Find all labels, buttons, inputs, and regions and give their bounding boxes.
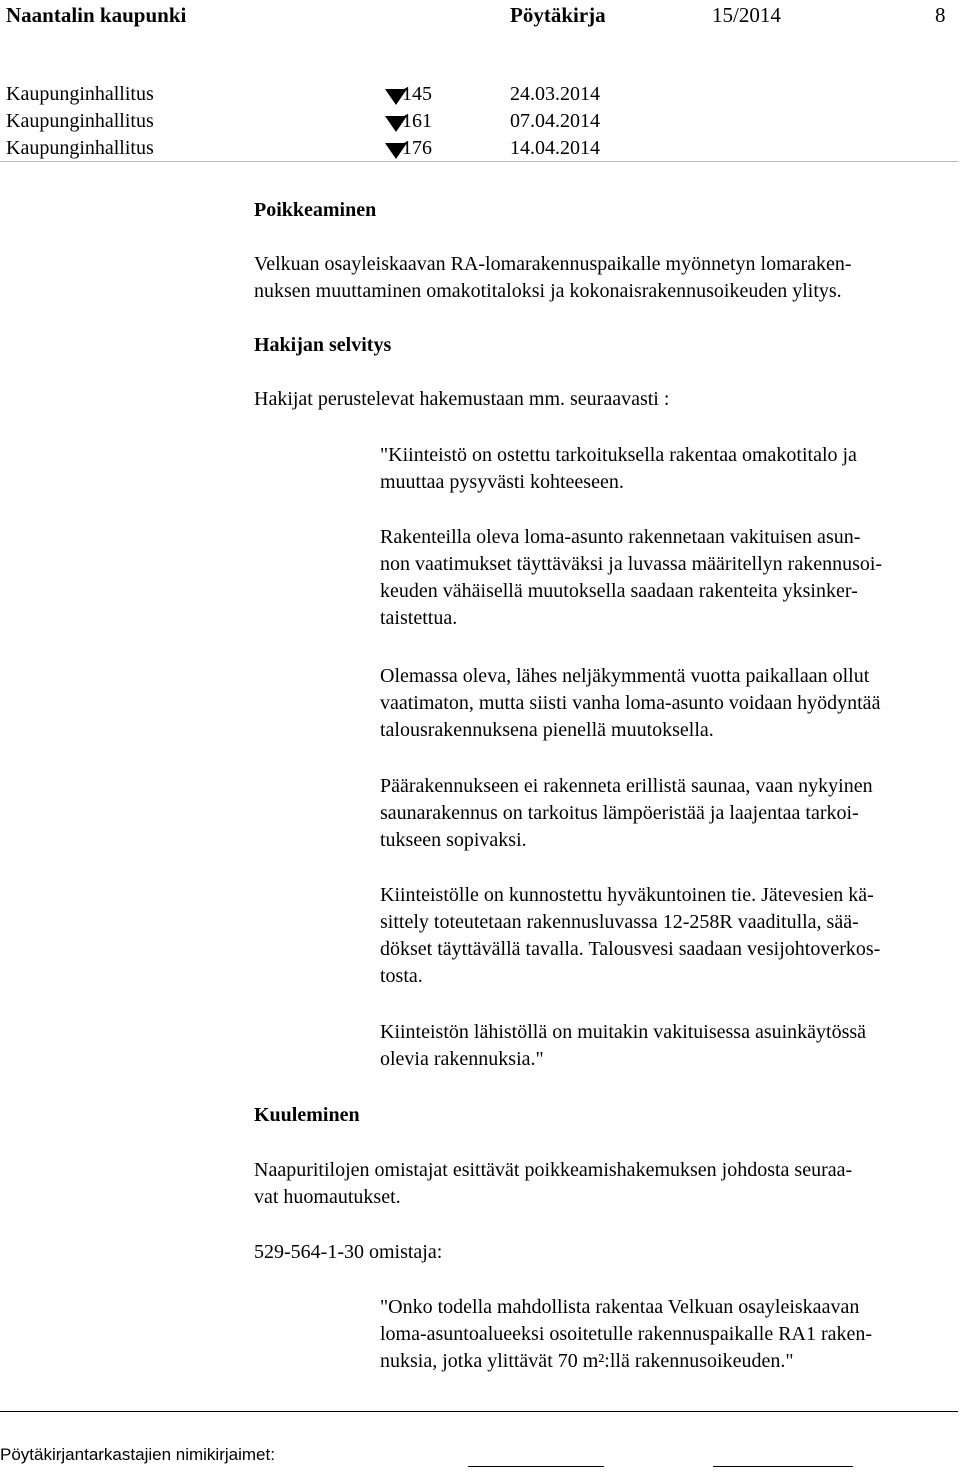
- quote-paragraph: [380, 1019, 958, 1073]
- text-line: Päärakennukseen ei rakenneta erillistä saunaa, vaan nykyinen: [380, 775, 873, 797]
- text-line: Olemassa oleva, lähes neljäkymmentä vuotta paikallaan ollut: [380, 665, 870, 687]
- quote-paragraph: [380, 773, 958, 854]
- ref-date-1: 24.03.2014: [510, 83, 600, 105]
- text-line: Naapuritilojen omistajat esittävät poikkeamishakemuksen johdosta seuraa-: [254, 1159, 853, 1181]
- meeting-number: 15/2014: [712, 3, 781, 27]
- ref-body-2: Kaupunginhallitus: [6, 110, 154, 132]
- poikkeaminen-text: [254, 251, 958, 305]
- text-line: nuksen muuttaminen omakotitaloksi ja kokonaisrakennusoikeuden ylitys.: [254, 280, 842, 302]
- section-heading-poikkeaminen: Poikkeaminen: [254, 199, 377, 221]
- text-line: Kiinteistölle on kunnostettu hyväkuntoinen tie. Jätevesien kä-: [380, 884, 874, 906]
- text-line: dökset täyttävällä tavalla. Talousvesi saadaan vesijohtoverkos-: [380, 938, 881, 960]
- header-divider: [0, 161, 958, 162]
- text-line: olevia rakennuksia.": [380, 1048, 544, 1070]
- text-line: tosta.: [380, 965, 423, 987]
- text-line: muuttaa pysyvästi kohteeseen.: [380, 471, 624, 493]
- initials-label: Pöytäkirjantarkastajien nimikirjaimet:: [0, 1445, 275, 1464]
- text-line: "Kiinteistö on ostettu tarkoituksella rakentaa omakotitalo ja: [380, 444, 857, 466]
- quote-paragraph: [380, 663, 958, 744]
- quote-paragraph: [380, 882, 958, 990]
- hakijan-intro: Hakijat perustelevat hakemustaan mm. seuraavasti :: [254, 388, 670, 410]
- text-line: sittely toteutetaan rakennusluvassa 12-258R vaaditulla, sää-: [380, 911, 859, 933]
- section-heading-hakijan-selvitys: Hakijan selvitys: [254, 334, 392, 356]
- ref-num-1: 145: [402, 83, 432, 105]
- text-line: loma-asuntoalueeksi osoitetulle rakennuspaikalle RA1 raken-: [380, 1323, 873, 1345]
- property-owner-label: 529-564-1-30 omistaja:: [254, 1241, 443, 1263]
- text-line: keuden vähäisellä muutoksella saadaan rakenteita yksinker-: [380, 580, 858, 602]
- text-line: vat huomautukset.: [254, 1186, 401, 1208]
- ref-date-3: 14.04.2014: [510, 137, 600, 159]
- objection-quote: [380, 1294, 958, 1375]
- text-line: taistettua.: [380, 607, 458, 629]
- ref-num-3: 176: [402, 137, 432, 159]
- text-line: saunarakennus on tarkoitus lämpöeristää ja laajentaa tarkoi-: [380, 802, 859, 824]
- page-number: 8: [935, 3, 946, 27]
- text-line: "Onko todella mahdollista rakentaa Velkuan osayleiskaavan: [380, 1296, 860, 1318]
- text-line: Rakenteilla oleva loma-asunto rakennetaan vakituisen asun-: [380, 526, 861, 548]
- ref-num-2: 161: [402, 110, 432, 132]
- quote-paragraph: [380, 442, 958, 496]
- kuuleminen-text: [254, 1157, 958, 1211]
- text-line: vaatimaton, mutta siisti vanha loma-asunto voidaan hyödyntää: [380, 692, 881, 714]
- text-line: tukseen sopivaksi.: [380, 829, 527, 851]
- ref-body-3: Kaupunginhallitus: [6, 137, 154, 159]
- text-line: talousrakennuksena pienellä muutoksella.: [380, 719, 714, 741]
- text-line: non vaatimukset täyttäväksi ja luvassa määritellyn rakennusoi-: [380, 553, 883, 575]
- ref-date-2: 07.04.2014: [510, 110, 600, 132]
- text-line: Velkuan osayleiskaavan RA-lomarakennuspaikalle myönnetyn lomaraken-: [254, 253, 852, 275]
- section-heading-kuuleminen: Kuuleminen: [254, 1104, 360, 1126]
- document-type: Pöytäkirja: [510, 3, 606, 27]
- initials-line-1[interactable]: [468, 1466, 604, 1467]
- quote-paragraph: [380, 524, 958, 632]
- text-line: Kiinteistön lähistöllä on muitakin vakituisessa asuinkäytössä: [380, 1021, 867, 1043]
- initials-line-2[interactable]: [713, 1466, 853, 1467]
- footer-divider: [0, 1411, 958, 1412]
- ref-body-1: Kaupunginhallitus: [6, 83, 154, 105]
- text-line: nuksia, jotka ylittävät 70 m²:llä rakennusoikeuden.": [380, 1350, 794, 1372]
- organization-name: Naantalin kaupunki: [6, 3, 187, 27]
